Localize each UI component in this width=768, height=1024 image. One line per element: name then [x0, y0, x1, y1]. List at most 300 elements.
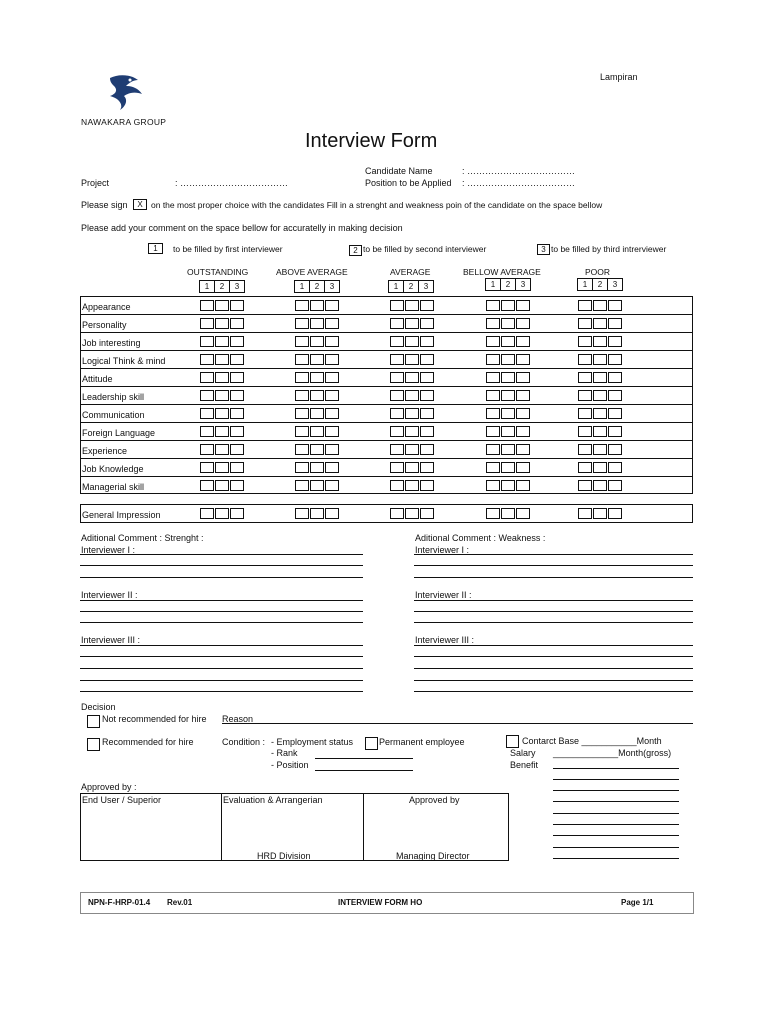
benefit-line[interactable]	[553, 847, 679, 848]
permanent-employee-checkbox[interactable]	[365, 737, 378, 750]
criterion-11-col4-cell2[interactable]	[501, 480, 515, 491]
lampiran-label: Lampiran	[600, 72, 638, 82]
criterion-5-col4-cell3[interactable]	[516, 372, 530, 383]
criterion-9-col2-cell1[interactable]	[295, 444, 309, 455]
criterion-3-col4-cell1[interactable]	[486, 336, 500, 347]
position-label: Position to be Applied	[365, 178, 452, 188]
criterion-8-col1-cell1[interactable]	[200, 426, 214, 437]
contract-base-checkbox[interactable]	[506, 735, 519, 748]
criterion-7-col3-cell3[interactable]	[420, 408, 434, 419]
criterion-7-col4-cell2[interactable]	[501, 408, 515, 419]
criterion-3-col1-cell3[interactable]	[230, 336, 244, 347]
general-impression-col3-cell2[interactable]	[405, 508, 419, 519]
comment-line[interactable]	[414, 565, 693, 566]
criterion-2-col3-cell3[interactable]	[420, 318, 434, 329]
criterion-label: Leadership skill	[82, 392, 145, 402]
comment-instruction: Please add your comment on the space bellow for accuratelly in making decision	[81, 223, 403, 233]
approved-by-title: Approved by :	[81, 782, 137, 792]
comment-line[interactable]	[414, 554, 693, 555]
criterion-7-col2-cell2[interactable]	[310, 408, 324, 419]
criterion-11-col5-cell2[interactable]	[593, 480, 607, 491]
criterion-9-col5-cell1[interactable]	[578, 444, 592, 455]
comment-line[interactable]	[80, 622, 363, 623]
criterion-6-col1-cell1[interactable]	[200, 390, 214, 401]
permanent-employee-label: Permanent employee	[379, 737, 465, 747]
criterion-1-col1-cell2[interactable]	[215, 300, 229, 311]
criterion-7-col3-cell1[interactable]	[390, 408, 404, 419]
sub-header-poor: 1 2 3	[577, 278, 623, 291]
general-impression-col3-cell1[interactable]	[390, 508, 404, 519]
rank-line[interactable]	[315, 758, 413, 759]
general-impression-col1-cell3[interactable]	[230, 508, 244, 519]
comment-line[interactable]	[414, 611, 693, 612]
criterion-2-col1-cell1[interactable]	[200, 318, 214, 329]
benefit-line[interactable]	[553, 801, 679, 802]
criterion-3-col2-cell1[interactable]	[295, 336, 309, 347]
general-impression-col1-cell1[interactable]	[200, 508, 214, 519]
criterion-10-col2-cell3[interactable]	[325, 462, 339, 473]
rating-row-divider	[80, 350, 693, 351]
not-recommended-label: Not recommended for hire	[102, 714, 207, 724]
criterion-4-col1-cell3[interactable]	[230, 354, 244, 365]
reason-line[interactable]	[222, 723, 693, 724]
criterion-5-col5-cell1[interactable]	[578, 372, 592, 383]
general-impression-col4-cell1[interactable]	[486, 508, 500, 519]
criterion-1-col5-cell1[interactable]	[578, 300, 592, 311]
candidate-name-label: Candidate Name	[365, 166, 433, 176]
criterion-11-col4-cell3[interactable]	[516, 480, 530, 491]
rank-label: - Rank	[271, 748, 298, 758]
criterion-1-col3-cell1[interactable]	[390, 300, 404, 311]
recommended-label: Recommended for hire	[102, 737, 194, 747]
criterion-7-col4-cell1[interactable]	[486, 408, 500, 419]
criterion-11-col1-cell1[interactable]	[200, 480, 214, 491]
criterion-1-col3-cell2[interactable]	[405, 300, 419, 311]
strength-interviewer-3: Interviewer III :	[81, 635, 141, 645]
criterion-label: Managerial skill	[82, 482, 145, 492]
criterion-1-col4-cell1[interactable]	[486, 300, 500, 311]
benefit-line[interactable]	[553, 835, 679, 836]
criterion-4-col5-cell2[interactable]	[593, 354, 607, 365]
criterion-6-col4-cell3[interactable]	[516, 390, 530, 401]
criterion-6-col2-cell3[interactable]	[325, 390, 339, 401]
rating-row-divider	[80, 314, 693, 315]
criterion-6-col5-cell1[interactable]	[578, 390, 592, 401]
criterion-label: Foreign Language	[82, 428, 156, 438]
criterion-8-col5-cell3[interactable]	[608, 426, 622, 437]
criterion-9-col4-cell2[interactable]	[501, 444, 515, 455]
criterion-10-col3-cell3[interactable]	[420, 462, 434, 473]
criterion-2-col3-cell2[interactable]	[405, 318, 419, 329]
criterion-9-col2-cell2[interactable]	[310, 444, 324, 455]
criterion-3-col5-cell1[interactable]	[578, 336, 592, 347]
candidate-name-value[interactable]: : ………………………………	[462, 166, 576, 176]
criterion-8-col2-cell3[interactable]	[325, 426, 339, 437]
criterion-5-col3-cell1[interactable]	[390, 372, 404, 383]
criterion-1-col5-cell3[interactable]	[608, 300, 622, 311]
comment-line[interactable]	[80, 656, 363, 657]
comment-line[interactable]	[80, 565, 363, 566]
criterion-9-col5-cell2[interactable]	[593, 444, 607, 455]
criterion-8-col4-cell2[interactable]	[501, 426, 515, 437]
approval-col3-label: Approved by	[409, 795, 460, 805]
col-header-poor: POOR	[585, 267, 611, 277]
strength-interviewer-2: Interviewer II :	[81, 590, 138, 600]
eagle-logo-icon	[104, 74, 144, 112]
criterion-11-col2-cell3[interactable]	[325, 480, 339, 491]
criterion-6-col3-cell3[interactable]	[420, 390, 434, 401]
criterion-1-col4-cell2[interactable]	[501, 300, 515, 311]
criterion-11-col5-cell3[interactable]	[608, 480, 622, 491]
criterion-9-col4-cell3[interactable]	[516, 444, 530, 455]
criterion-9-col4-cell1[interactable]	[486, 444, 500, 455]
benefit-line[interactable]	[553, 824, 679, 825]
condition-label: Condition :	[222, 737, 266, 747]
rating-row-divider	[80, 332, 693, 333]
criterion-5-col1-cell2[interactable]	[215, 372, 229, 383]
criterion-8-col1-cell2[interactable]	[215, 426, 229, 437]
col-header-bellow-average: BELLOW AVERAGE	[463, 267, 541, 277]
criterion-9-col2-cell3[interactable]	[325, 444, 339, 455]
criterion-10-col2-cell1[interactable]	[295, 462, 309, 473]
sign-mark-box: X	[133, 199, 147, 210]
criterion-6-col2-cell1[interactable]	[295, 390, 309, 401]
criterion-7-col1-cell1[interactable]	[200, 408, 214, 419]
legend-text-1: to be filled by first interviewer	[173, 244, 283, 254]
criterion-10-col4-cell2[interactable]	[501, 462, 515, 473]
general-impression-label: General Impression	[82, 510, 161, 520]
recommended-checkbox[interactable]	[87, 738, 100, 751]
benefit-label: Benefit	[510, 760, 539, 770]
criterion-11-col2-cell2[interactable]	[310, 480, 324, 491]
criterion-2-col5-cell3[interactable]	[608, 318, 622, 329]
criterion-6-col1-cell3[interactable]	[230, 390, 244, 401]
criterion-7-col5-cell2[interactable]	[593, 408, 607, 419]
footer-code: NPN-F-HRP-01.4	[88, 898, 151, 907]
criterion-1-col2-cell1[interactable]	[295, 300, 309, 311]
criterion-1-col3-cell3[interactable]	[420, 300, 434, 311]
criterion-9-col5-cell3[interactable]	[608, 444, 622, 455]
criterion-7-col5-cell1[interactable]	[578, 408, 592, 419]
criterion-10-col3-cell1[interactable]	[390, 462, 404, 473]
comment-line[interactable]	[80, 691, 363, 692]
approval-col2-bottom: HRD Division	[257, 851, 311, 861]
criterion-11-col2-cell1[interactable]	[295, 480, 309, 491]
comment-line[interactable]	[80, 645, 363, 646]
criterion-3-col4-cell3[interactable]	[516, 336, 530, 347]
comment-line[interactable]	[80, 577, 363, 578]
legend-box-1: 1	[148, 243, 163, 254]
criterion-1-col1-cell1[interactable]	[200, 300, 214, 311]
criterion-8-col4-cell3[interactable]	[516, 426, 530, 437]
criterion-5-col1-cell1[interactable]	[200, 372, 214, 383]
criterion-4-col2-cell3[interactable]	[325, 354, 339, 365]
comment-line[interactable]	[414, 691, 693, 692]
criterion-2-col4-cell2[interactable]	[501, 318, 515, 329]
approval-col2-label: Evaluation & Arrangerian	[223, 795, 323, 805]
comment-line[interactable]	[414, 622, 693, 623]
criterion-6-col4-cell2[interactable]	[501, 390, 515, 401]
rating-row-divider	[80, 404, 693, 405]
criterion-2-col4-cell1[interactable]	[486, 318, 500, 329]
legend-box-3: 3	[537, 244, 550, 255]
criterion-2-col2-cell1[interactable]	[295, 318, 309, 329]
criterion-1-col2-cell3[interactable]	[325, 300, 339, 311]
criterion-3-col3-cell2[interactable]	[405, 336, 419, 347]
col-header-average: AVERAGE	[390, 267, 431, 277]
criterion-1-col1-cell3[interactable]	[230, 300, 244, 311]
comment-line[interactable]	[414, 668, 693, 669]
criterion-5-col3-cell2[interactable]	[405, 372, 419, 383]
criterion-10-col1-cell1[interactable]	[200, 462, 214, 473]
position-line[interactable]	[315, 770, 413, 771]
criterion-label: Attitude	[82, 374, 113, 384]
sign-instruction-prefix: Please sign	[81, 200, 128, 210]
general-impression-col5-cell1[interactable]	[578, 508, 592, 519]
not-recommended-checkbox[interactable]	[87, 715, 100, 728]
comment-line[interactable]	[80, 600, 363, 601]
criterion-4-col5-cell1[interactable]	[578, 354, 592, 365]
project-value[interactable]: : ………………………………	[175, 178, 289, 188]
employment-status-label: - Employment status	[271, 737, 354, 747]
criterion-8-col5-cell2[interactable]	[593, 426, 607, 437]
criterion-2-col5-cell1[interactable]	[578, 318, 592, 329]
criterion-7-col4-cell3[interactable]	[516, 408, 530, 419]
criterion-9-col1-cell3[interactable]	[230, 444, 244, 455]
criterion-6-col4-cell1[interactable]	[486, 390, 500, 401]
salary-label: Salary	[510, 748, 536, 758]
weakness-interviewer-3: Interviewer III :	[415, 635, 475, 645]
criterion-3-col3-cell1[interactable]	[390, 336, 404, 347]
criterion-1-col4-cell3[interactable]	[516, 300, 530, 311]
weakness-interviewer-1: Interviewer I :	[415, 545, 470, 555]
criterion-5-col4-cell1[interactable]	[486, 372, 500, 383]
criterion-4-col3-cell2[interactable]	[405, 354, 419, 365]
comment-line[interactable]	[80, 668, 363, 669]
criterion-4-col1-cell1[interactable]	[200, 354, 214, 365]
criterion-9-col3-cell2[interactable]	[405, 444, 419, 455]
criterion-2-col2-cell3[interactable]	[325, 318, 339, 329]
rating-row-divider	[80, 458, 693, 459]
criterion-4-col3-cell3[interactable]	[420, 354, 434, 365]
criterion-4-col4-cell1[interactable]	[486, 354, 500, 365]
general-impression-col5-cell2[interactable]	[593, 508, 607, 519]
contract-base-label: Contarct Base ___________Month	[522, 736, 662, 746]
approval-col1-label: End User / Superior	[82, 795, 162, 805]
comment-line[interactable]	[80, 554, 363, 555]
criterion-11-col4-cell1[interactable]	[486, 480, 500, 491]
comment-line[interactable]	[414, 577, 693, 578]
criterion-8-col5-cell1[interactable]	[578, 426, 592, 437]
criterion-10-col5-cell3[interactable]	[608, 462, 622, 473]
footer-page: Page 1/1	[621, 898, 654, 907]
sign-instruction-suffix: on the most proper choice with the candidates Fill in a strenght and weakness poin of the candidate on the space bellow	[151, 200, 603, 210]
comment-line[interactable]	[80, 611, 363, 612]
benefit-line[interactable]	[553, 858, 679, 859]
criterion-6-col3-cell2[interactable]	[405, 390, 419, 401]
approval-divider-1	[221, 793, 222, 861]
benefit-line[interactable]	[553, 790, 679, 791]
comment-line[interactable]	[414, 680, 693, 681]
criterion-8-col4-cell1[interactable]	[486, 426, 500, 437]
criterion-7-col2-cell3[interactable]	[325, 408, 339, 419]
decision-title: Decision	[81, 702, 116, 712]
general-impression-col2-cell3[interactable]	[325, 508, 339, 519]
page-title: Interview Form	[305, 130, 438, 152]
criterion-3-col2-cell2[interactable]	[310, 336, 324, 347]
criterion-label: Communication	[82, 410, 145, 420]
criterion-3-col5-cell3[interactable]	[608, 336, 622, 347]
criterion-5-col5-cell2[interactable]	[593, 372, 607, 383]
criterion-9-col1-cell2[interactable]	[215, 444, 229, 455]
criterion-3-col4-cell2[interactable]	[501, 336, 515, 347]
criterion-8-col2-cell2[interactable]	[310, 426, 324, 437]
criterion-4-col4-cell2[interactable]	[501, 354, 515, 365]
criterion-3-col3-cell3[interactable]	[420, 336, 434, 347]
position-value[interactable]: : ………………………………	[462, 178, 576, 188]
sub-header-outstanding: 1 2 3	[199, 280, 245, 293]
criterion-4-col3-cell1[interactable]	[390, 354, 404, 365]
criterion-10-col1-cell2[interactable]	[215, 462, 229, 473]
criterion-4-col4-cell3[interactable]	[516, 354, 530, 365]
criterion-2-col2-cell2[interactable]	[310, 318, 324, 329]
criterion-10-col1-cell3[interactable]	[230, 462, 244, 473]
criterion-7-col2-cell1[interactable]	[295, 408, 309, 419]
criterion-2-col3-cell1[interactable]	[390, 318, 404, 329]
rating-row-divider	[80, 440, 693, 441]
sub-header-average: 1 2 3	[388, 280, 434, 293]
benefit-line[interactable]	[553, 813, 679, 814]
criterion-5-col3-cell3[interactable]	[420, 372, 434, 383]
sub-header-above-average: 1 2 3	[294, 280, 340, 293]
project-label: Project	[81, 178, 110, 188]
col-header-outstanding: OUTSTANDING	[187, 267, 249, 277]
approval-divider-2	[363, 793, 364, 861]
criterion-6-col3-cell1[interactable]	[390, 390, 404, 401]
criterion-2-col4-cell3[interactable]	[516, 318, 530, 329]
comment-line[interactable]	[80, 680, 363, 681]
legend-text-3: to be filled by third intrerviewer	[551, 244, 667, 254]
rating-row-divider	[80, 368, 693, 369]
criterion-9-col1-cell1[interactable]	[200, 444, 214, 455]
criterion-5-col4-cell2[interactable]	[501, 372, 515, 383]
criterion-11-col3-cell1[interactable]	[390, 480, 404, 491]
reason-label: Reason	[222, 714, 254, 724]
criterion-8-col3-cell2[interactable]	[405, 426, 419, 437]
criterion-6-col2-cell2[interactable]	[310, 390, 324, 401]
criterion-5-col2-cell2[interactable]	[310, 372, 324, 383]
general-impression-col2-cell1[interactable]	[295, 508, 309, 519]
criterion-3-col1-cell2[interactable]	[215, 336, 229, 347]
criterion-6-col1-cell2[interactable]	[215, 390, 229, 401]
benefit-line[interactable]	[553, 768, 679, 769]
comment-line[interactable]	[414, 656, 693, 657]
legend-box-2: 2	[349, 245, 362, 256]
criterion-5-col2-cell3[interactable]	[325, 372, 339, 383]
criterion-6-col5-cell3[interactable]	[608, 390, 622, 401]
criterion-10-col3-cell2[interactable]	[405, 462, 419, 473]
footer-rev: Rev.01	[167, 898, 193, 907]
criterion-4-col2-cell1[interactable]	[295, 354, 309, 365]
general-impression-col1-cell2[interactable]	[215, 508, 229, 519]
criterion-11-col1-cell2[interactable]	[215, 480, 229, 491]
company-name: NAWAKARA GROUP	[81, 117, 167, 127]
criterion-9-col3-cell3[interactable]	[420, 444, 434, 455]
approval-col3-bottom: Managing Director	[396, 851, 470, 861]
criterion-10-col4-cell3[interactable]	[516, 462, 530, 473]
general-impression-col4-cell2[interactable]	[501, 508, 515, 519]
position-decision-label: - Position	[271, 760, 309, 770]
criterion-5-col5-cell3[interactable]	[608, 372, 622, 383]
criterion-7-col1-cell2[interactable]	[215, 408, 229, 419]
criterion-3-col5-cell2[interactable]	[593, 336, 607, 347]
criterion-7-col5-cell3[interactable]	[608, 408, 622, 419]
criterion-11-col5-cell1[interactable]	[578, 480, 592, 491]
sub-header-bellow-average: 1 2 3	[485, 278, 531, 291]
weakness-title: Aditional Comment : Weakness :	[415, 533, 546, 543]
criterion-8-col2-cell1[interactable]	[295, 426, 309, 437]
criterion-2-col1-cell2[interactable]	[215, 318, 229, 329]
legend-text-2: to be filled by second interviewer	[363, 244, 487, 254]
general-impression-col2-cell2[interactable]	[310, 508, 324, 519]
criterion-label: Job Knowledge	[82, 464, 144, 474]
criterion-4-col2-cell2[interactable]	[310, 354, 324, 365]
criterion-7-col3-cell2[interactable]	[405, 408, 419, 419]
criterion-2-col5-cell2[interactable]	[593, 318, 607, 329]
benefit-line[interactable]	[553, 779, 679, 780]
comment-line[interactable]	[414, 600, 693, 601]
criterion-label: Experience	[82, 446, 128, 456]
criterion-2-col1-cell3[interactable]	[230, 318, 244, 329]
general-impression-col5-cell3[interactable]	[608, 508, 622, 519]
criterion-10-col2-cell2[interactable]	[310, 462, 324, 473]
criterion-10-col5-cell1[interactable]	[578, 462, 592, 473]
general-impression-col4-cell3[interactable]	[516, 508, 530, 519]
criterion-5-col1-cell3[interactable]	[230, 372, 244, 383]
rating-row-divider	[80, 476, 693, 477]
criterion-11-col1-cell3[interactable]	[230, 480, 244, 491]
criterion-9-col3-cell1[interactable]	[390, 444, 404, 455]
rating-row-divider	[80, 386, 693, 387]
criterion-8-col3-cell1[interactable]	[390, 426, 404, 437]
criterion-4-col5-cell3[interactable]	[608, 354, 622, 365]
criterion-11-col3-cell3[interactable]	[420, 480, 434, 491]
criterion-8-col3-cell3[interactable]	[420, 426, 434, 437]
criterion-4-col1-cell2[interactable]	[215, 354, 229, 365]
criterion-1-col5-cell2[interactable]	[593, 300, 607, 311]
criterion-5-col2-cell1[interactable]	[295, 372, 309, 383]
criterion-label: Appearance	[82, 302, 131, 312]
criterion-11-col3-cell2[interactable]	[405, 480, 419, 491]
criterion-10-col4-cell1[interactable]	[486, 462, 500, 473]
criterion-label: Job interesting	[82, 338, 141, 348]
criterion-3-col2-cell3[interactable]	[325, 336, 339, 347]
criterion-7-col1-cell3[interactable]	[230, 408, 244, 419]
criterion-8-col1-cell3[interactable]	[230, 426, 244, 437]
rating-row-divider	[80, 422, 693, 423]
criterion-6-col5-cell2[interactable]	[593, 390, 607, 401]
footer-form-name: INTERVIEW FORM HO	[338, 898, 423, 907]
criterion-1-col2-cell2[interactable]	[310, 300, 324, 311]
general-impression-col3-cell3[interactable]	[420, 508, 434, 519]
comment-line[interactable]	[414, 645, 693, 646]
col-header-above-average: ABOVE AVERAGE	[276, 267, 348, 277]
strength-interviewer-1: Interviewer I :	[81, 545, 136, 555]
salary-line-label: _____________Month(gross)	[553, 748, 672, 758]
criterion-3-col1-cell1[interactable]	[200, 336, 214, 347]
criterion-10-col5-cell2[interactable]	[593, 462, 607, 473]
criterion-label: Logical Think & mind	[82, 356, 166, 366]
